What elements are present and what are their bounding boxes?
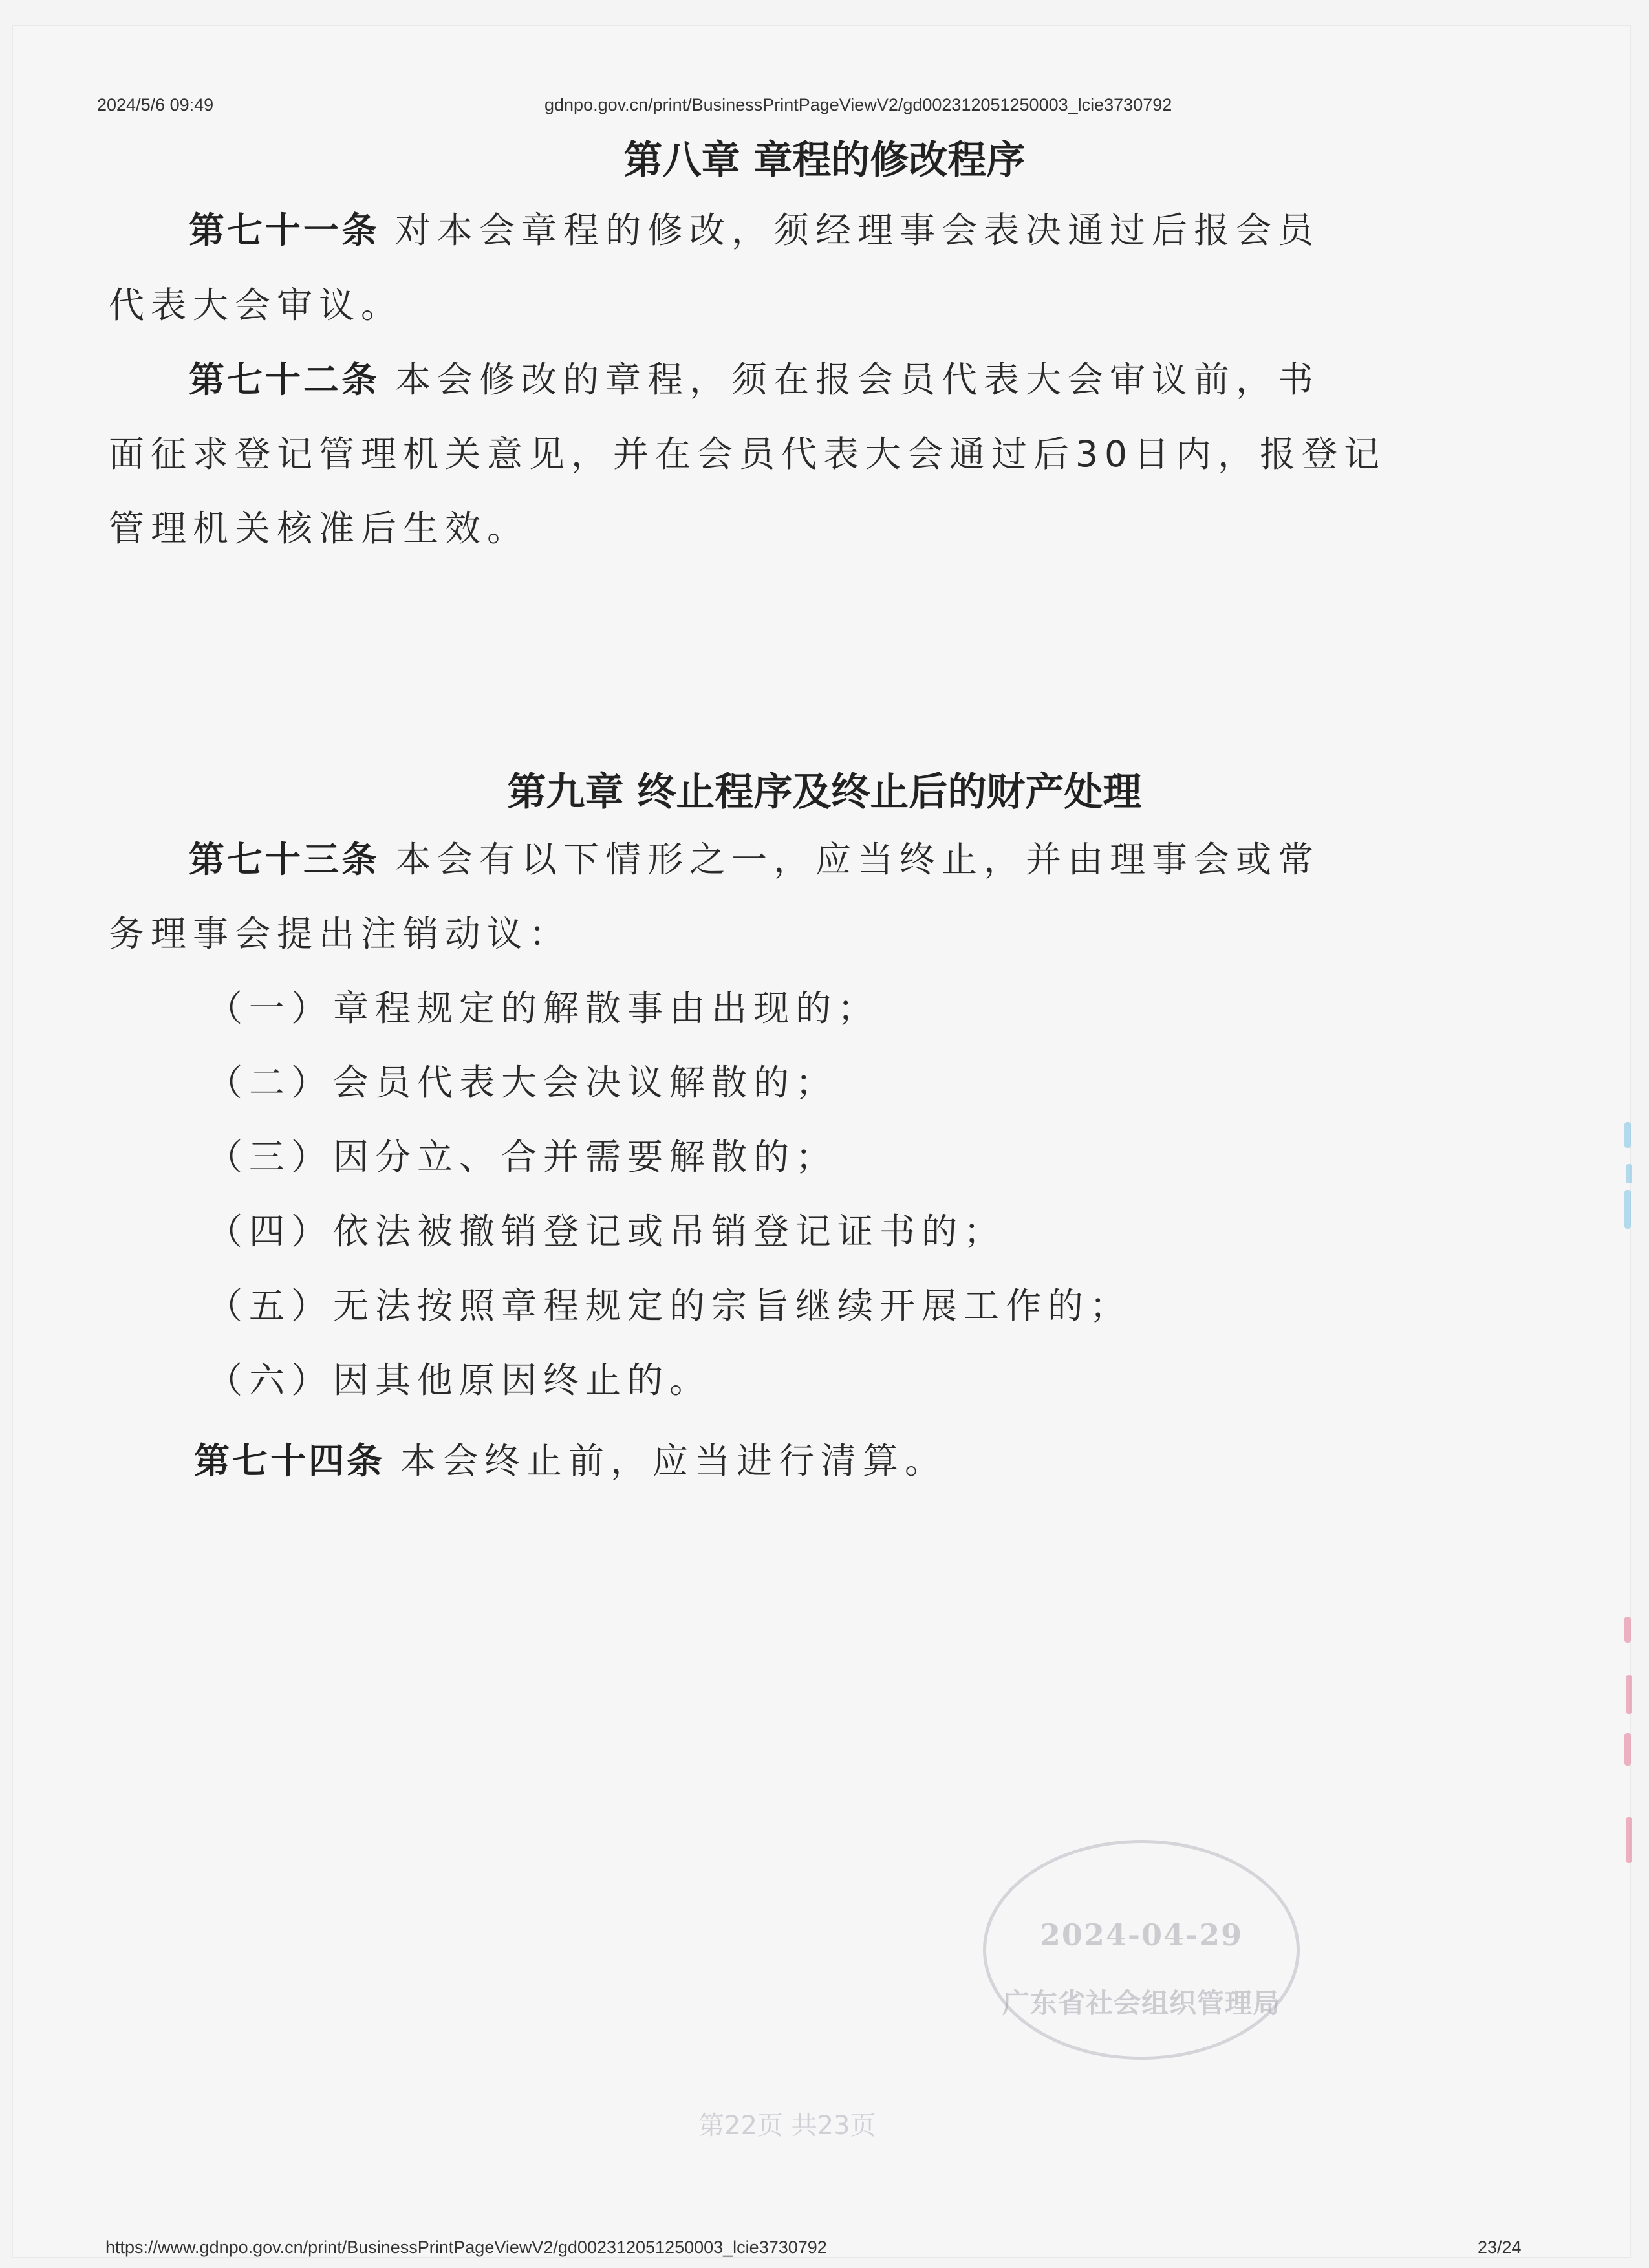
article-72-label: 第七十二条: [189, 359, 380, 400]
article-72-line-2: 面征求登记管理机关意见，并在会员代表大会通过后30日内，报登记: [109, 433, 1386, 475]
ink-mark: [1626, 1817, 1632, 1863]
stamp-organization: 广东省社会组织管理局: [1002, 1987, 1280, 2019]
article-72-line-1: 第七十二条 本会修改的章程，须在报会员代表大会审议前，书: [189, 359, 1320, 400]
ink-mark: [1624, 1617, 1631, 1643]
list-item: （二）会员代表大会决议解散的；: [207, 1062, 838, 1103]
list-item: （六）因其他原因终止的。: [207, 1359, 712, 1401]
ink-mark: [1624, 1190, 1631, 1229]
ink-mark: [1626, 1164, 1632, 1183]
print-url-header: gdnpo.gov.cn/print/BusinessPrintPageViewV2/gd002312051250003_lcie3730792: [544, 95, 1172, 114]
faded-seal-stamp: [983, 1840, 1300, 2060]
chapter-8-title: 第八章 章程的修改程序: [623, 138, 1026, 183]
article-71-line-2: 代表大会审议。: [109, 285, 404, 326]
article-71-label: 第七十一条: [189, 210, 380, 251]
stamp-date: 2024-04-29: [1039, 1917, 1244, 1952]
page-number-watermark: 第22页 共23页: [698, 2111, 876, 2141]
list-item: （五）无法按照章程规定的宗旨继续开展工作的；: [207, 1285, 1132, 1326]
print-datetime: 2024/5/6 09:49: [97, 95, 214, 114]
article-73-line-1: 第七十三条 本会有以下情形之一，应当终止，并由理事会或常: [189, 839, 1320, 880]
ink-mark: [1624, 1122, 1631, 1148]
print-page-number: 23/24: [1478, 2238, 1522, 2257]
ink-mark: [1626, 1675, 1632, 1714]
list-item: （四）依法被撤销登记或吊销登记证书的；: [207, 1211, 1006, 1252]
article-73-label: 第七十三条: [189, 839, 380, 880]
article-73-line-2: 务理事会提出注销动议：: [109, 913, 572, 955]
article-74-line: 第七十四条 本会终止前，应当进行清算。: [194, 1440, 947, 1482]
article-72-line-3: 管理机关核准后生效。: [109, 508, 530, 549]
chapter-9-title: 第九章 终止程序及终止后的财产处理: [507, 770, 1142, 815]
article-71-line-1: 第七十一条 对本会章程的修改，须经理事会表决通过后报会员: [189, 210, 1320, 251]
list-item: （三）因分立、合并需要解散的；: [207, 1136, 838, 1178]
list-item: （一）章程规定的解散事由出现的；: [207, 988, 880, 1029]
ink-mark: [1624, 1733, 1631, 1766]
article-74-label: 第七十四条: [194, 1440, 385, 1482]
print-url-footer: https://www.gdnpo.gov.cn/print/BusinessPrintPageViewV2/gd002312051250003_lcie3730792: [105, 2238, 827, 2257]
